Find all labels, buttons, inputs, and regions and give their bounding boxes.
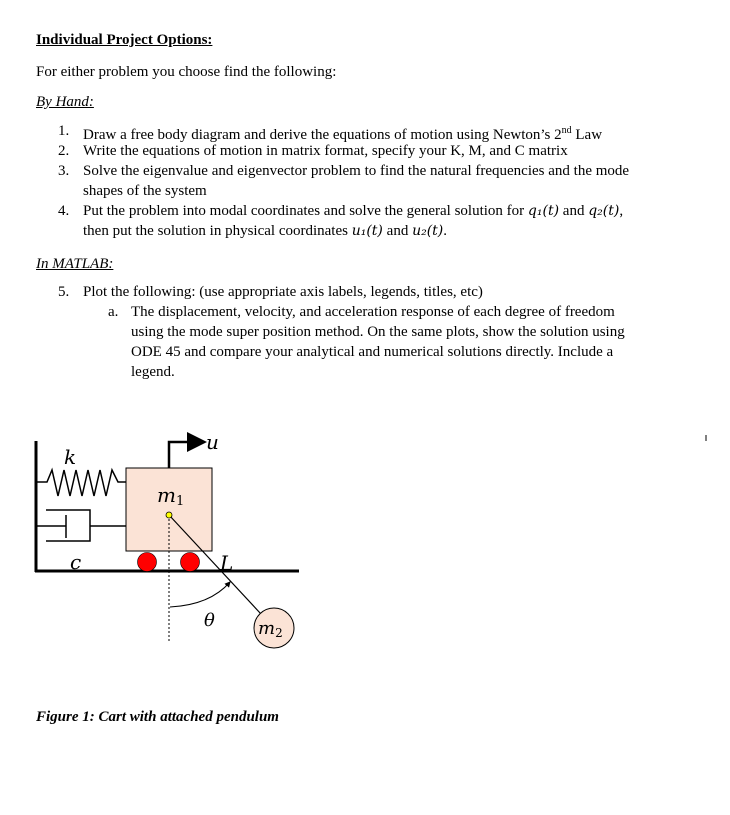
- wheel-left: [138, 553, 157, 572]
- m2-base: m: [258, 618, 276, 639]
- item-2-number: 2.: [58, 143, 70, 159]
- cart-m1: [126, 468, 212, 551]
- page-title: Individual Project Options:: [36, 32, 213, 48]
- item-3-number: 3.: [58, 163, 70, 179]
- math-q2: q₂(t): [588, 203, 620, 219]
- label-c: c: [70, 550, 82, 574]
- wheel-right: [181, 553, 200, 572]
- item-4-comma: ,: [619, 203, 624, 219]
- intro-text: For either problem you choose find the following:: [36, 64, 337, 80]
- sub-a-line1: The displacement, velocity, and acceleration response of each degree of freedom: [131, 304, 615, 320]
- matlab-heading: In MATLAB:: [36, 256, 114, 272]
- m2-sub: 2: [275, 626, 283, 640]
- math-u1: u₁(t): [351, 223, 383, 239]
- sub-a-line2: using the mode super position method. On the same plots, show the solution using: [131, 324, 625, 340]
- item-4-text-b: then put the solution in physical coordinates: [83, 223, 352, 239]
- item-1-main: Draw a free body diagram and derive the equations of motion using Newton’s 2: [83, 127, 562, 143]
- dashpot: [36, 510, 126, 541]
- item-1-number: 1.: [58, 123, 70, 139]
- math-u2: u₂(t): [412, 223, 444, 239]
- by-hand-heading: By Hand:: [36, 94, 94, 110]
- item-4-number: 4.: [58, 203, 70, 219]
- item-4-and: and: [559, 203, 589, 219]
- label-u: u: [206, 430, 219, 454]
- spring: [36, 470, 126, 496]
- sub-a-line4: legend.: [131, 364, 175, 380]
- m1-sub: 1: [175, 494, 185, 509]
- sub-a-line3: ODE 45 and compare your analytical and numerical solutions directly. Include a: [131, 344, 614, 360]
- item-4-period: .: [443, 223, 448, 239]
- item-3-line2: shapes of the system: [83, 183, 207, 199]
- item-1-sup: nd: [561, 125, 572, 136]
- item-4-text-a: Put the problem into modal coordinates and solve the general solution for: [83, 203, 528, 219]
- math-q1: q₁(t): [527, 203, 560, 219]
- item-2-text: Write the equations of motion in matrix format, specify your K, M, and C matrix: [83, 143, 568, 159]
- item-3-line1: Solve the eigenvalue and eigenvector problem to find the natural frequencies and the mode: [83, 163, 630, 179]
- m1-base: m: [157, 483, 176, 507]
- label-L: L: [220, 551, 234, 575]
- label-k: k: [64, 445, 77, 469]
- item-4-and2: and: [382, 223, 413, 239]
- label-theta: θ: [204, 610, 215, 631]
- pivot-point: [166, 512, 172, 518]
- u-arrow: [169, 442, 202, 468]
- item-1-tail: Law: [571, 127, 603, 143]
- sub-a-number: a.: [108, 304, 119, 320]
- theta-arc: [170, 582, 230, 607]
- figure-caption: Figure 1: Cart with attached pendulum: [36, 709, 279, 725]
- item-5-text: Plot the following: (use appropriate axis labels, legends, titles, etc): [83, 284, 483, 300]
- item-5-number: 5.: [58, 284, 70, 300]
